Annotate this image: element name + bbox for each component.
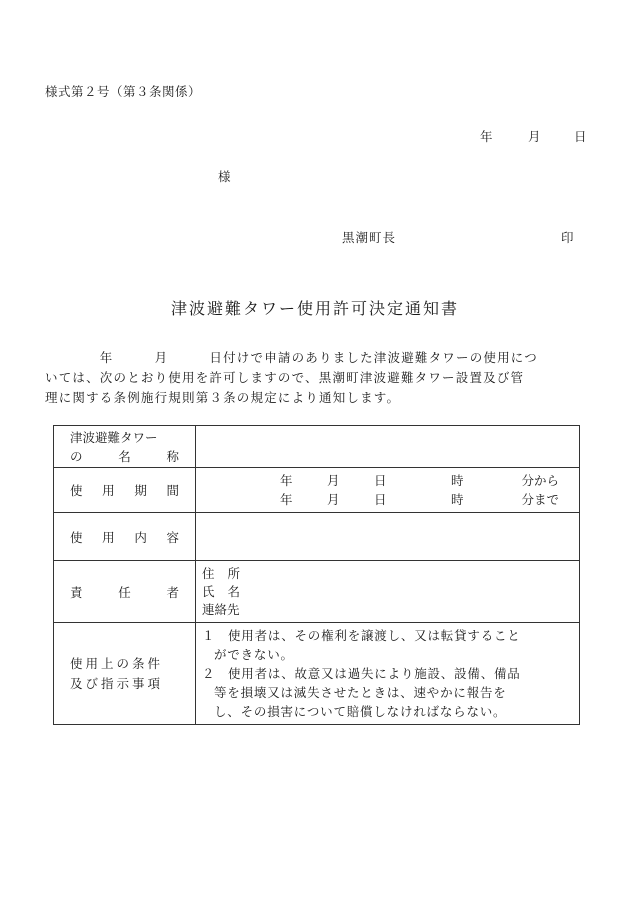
condition-text-continued: 等を損壊又は滅失させたときは、速やかに報告を: [214, 685, 507, 700]
content-label-char: 用: [102, 529, 115, 545]
document-title: 津波避難タワー使用許可決定通知書: [170, 299, 459, 318]
facility-label-char: 称: [166, 448, 179, 464]
notice-body-line: 理に関する条例施行規則第３条の規定により通知します。: [45, 390, 401, 405]
notice-body-line: いては、次のとおり使用を許可しますので、黒潮町津波避難タワー設置及び管: [45, 370, 525, 385]
period-row: [54, 468, 580, 513]
responsible-label-char: 任: [118, 584, 131, 600]
facility-label-char: 名: [118, 448, 131, 464]
date-year-label: 年: [480, 129, 493, 144]
responsible-label: [54, 561, 196, 623]
condition-number: ２: [202, 666, 216, 681]
content-label: [54, 513, 196, 561]
period-start-day: 日: [374, 473, 387, 488]
conditions-label-line2: 及び指示事項: [70, 675, 164, 691]
period-label-char: 使: [70, 483, 83, 498]
period-start-month: 月: [327, 473, 340, 488]
content-value[interactable]: [196, 513, 580, 561]
condition-item-1: [202, 626, 571, 645]
period-label: [54, 468, 196, 513]
period-end-day: 日: [374, 492, 387, 507]
facility-label-char: の: [70, 448, 83, 464]
period-label-char: 用: [102, 483, 115, 498]
condition-text: 使用者は、故意又は過失により施設、設備、備品: [228, 666, 521, 681]
content-label-char: 使: [70, 529, 83, 545]
notice-body-line: 年 月 日付けで申請のありました津波避難タワーの使用につ: [45, 350, 538, 365]
name-label-char: 名: [227, 583, 240, 599]
responsible-label-char: 責: [70, 584, 83, 600]
period-start-hour: 時: [451, 473, 464, 488]
facility-name-value[interactable]: [196, 426, 580, 468]
period-start: [280, 471, 559, 490]
contact-label: 連絡先: [202, 601, 240, 617]
condition-number: １: [202, 628, 216, 643]
date-month-label: 月: [528, 129, 541, 144]
address-label-char: 住: [202, 565, 215, 581]
conditions-value: [196, 623, 580, 725]
period-end-month: 月: [327, 492, 340, 507]
condition-text: 使用者は、その権利を譲渡し、又は転貸すること: [228, 628, 521, 643]
permit-details-table: [53, 425, 580, 725]
period-end: [280, 490, 559, 509]
content-label-char: 内: [134, 529, 147, 545]
period-start-year: 年: [280, 473, 293, 488]
period-label-char: 間: [166, 483, 179, 498]
conditions-row: [54, 623, 580, 725]
period-value[interactable]: [196, 468, 580, 513]
period-end-minute: 分まで: [521, 492, 559, 507]
notice-body: [45, 348, 585, 408]
period-end-year: 年: [280, 492, 293, 507]
period-end-hour: 時: [451, 492, 464, 507]
content-row: [54, 513, 580, 561]
address-label: [202, 565, 240, 583]
conditions-label: [54, 623, 196, 725]
responsible-label-char: 者: [166, 584, 179, 600]
responsible-row: [54, 561, 580, 623]
form-number: 様式第２号（第３条関係）: [45, 84, 202, 99]
responsible-value[interactable]: [196, 561, 580, 623]
facility-row: [54, 426, 580, 468]
content-label-char: 容: [166, 529, 179, 545]
facility-label-line1: 津波避難タワー: [70, 429, 158, 445]
condition-text-continued: し、その損害について賠償しなければならない。: [214, 704, 507, 719]
name-label-char: 氏: [202, 583, 215, 599]
period-start-minute: 分から: [521, 473, 559, 488]
issuer-name: 黒潮町長: [342, 230, 397, 245]
name-label: [202, 583, 240, 601]
date-day-label: 日: [574, 129, 587, 144]
addressee-honorific: 様: [218, 169, 231, 184]
condition-text-continued: ができない。: [214, 647, 294, 662]
facility-name-label: [54, 426, 196, 468]
period-label-char: 期: [134, 483, 147, 498]
conditions-label-line1: 使用上の条件: [70, 655, 164, 671]
address-label-char: 所: [227, 565, 240, 581]
condition-item-2: [202, 664, 571, 683]
seal-mark: 印: [561, 230, 574, 245]
